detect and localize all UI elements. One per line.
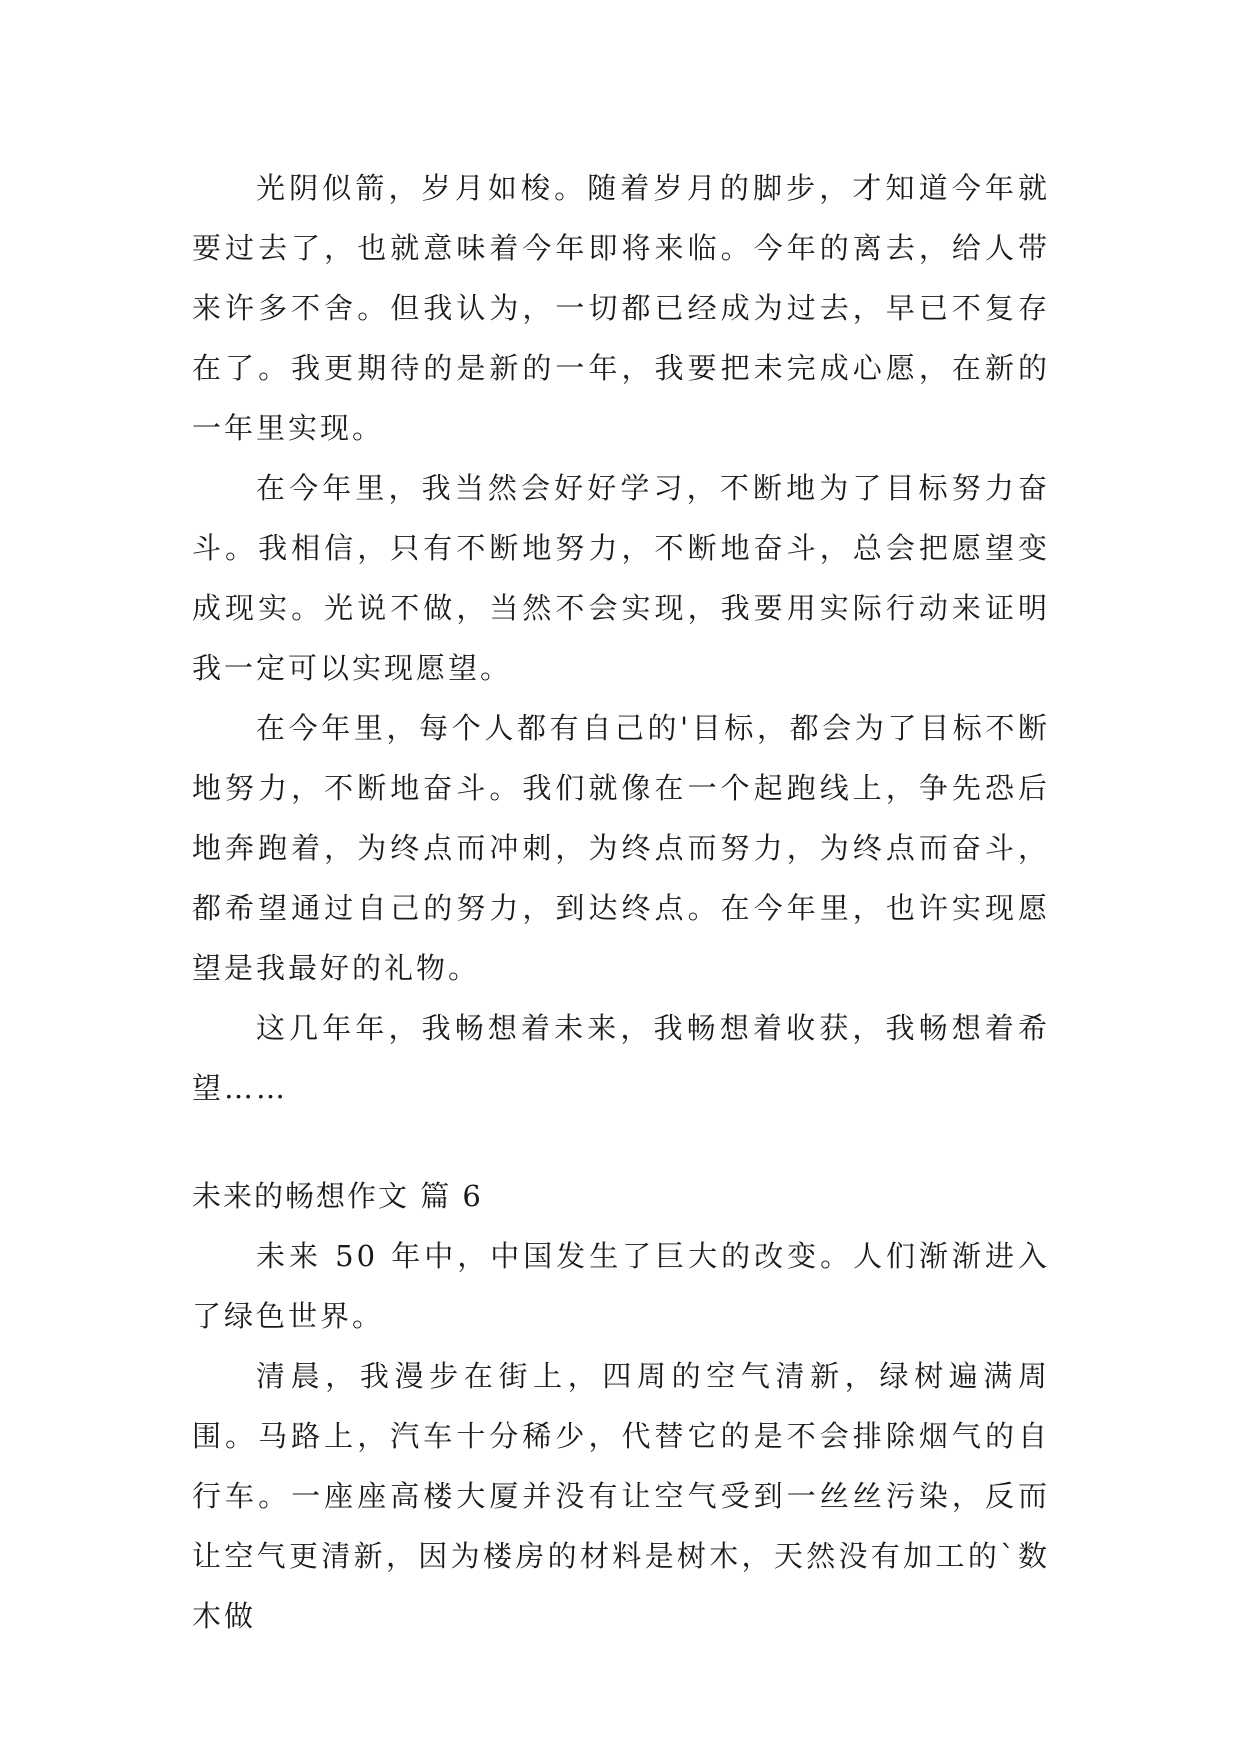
body-paragraph: 未来 50 年中，中国发生了巨大的改变。人们渐渐进入了绿色世界。 <box>192 1239 1050 1333</box>
body-paragraph: 在今年里，每个人都有自己的'目标，都会为了目标不断地努力，不断地奋斗。我们就像在一个起跑线上，争先恐后地奔跑着，为终点而冲刺，为终点而努力，为终点而奋斗，都希望通过自己的努力，到达终点。在今年里，也许实现愿望是我最好的礼物。 <box>192 711 1050 985</box>
section-heading: 未来的畅想作文 篇 6 <box>192 1179 483 1213</box>
body-paragraph: 在今年里，我当然会好好学习，不断地为了目标努力奋斗。我相信，只有不断地努力，不断地奋斗，总会把愿望变成现实。光说不做，当然不会实现，我要用实际行动来证明我一定可以实现愿望。 <box>192 471 1050 685</box>
body-paragraph: 这几年年，我畅想着未来，我畅想着收获，我畅想着希望…… <box>192 1011 1050 1105</box>
body-paragraph: 清晨，我漫步在街上，四周的空气清新，绿树遍满周围。马路上，汽车十分稀少，代替它的是不会排除烟气的自行车。一座座高楼大厦并没有让空气受到一丝丝污染，反而让空气更清新，因为楼房的材料是树木，天然没有加工的`数木做 <box>192 1359 1050 1633</box>
document-body <box>192 158 1050 1646</box>
body-paragraph: 光阴似箭，岁月如梭。随着岁月的脚步，才知道今年就要过去了，也就意味着今年即将来临。今年的离去，给人带来许多不舍。但我认为，一切都已经成为过去，早已不复存在了。我更期待的是新的一年，我要把未完成心愿，在新的一年里实现。 <box>192 171 1050 445</box>
